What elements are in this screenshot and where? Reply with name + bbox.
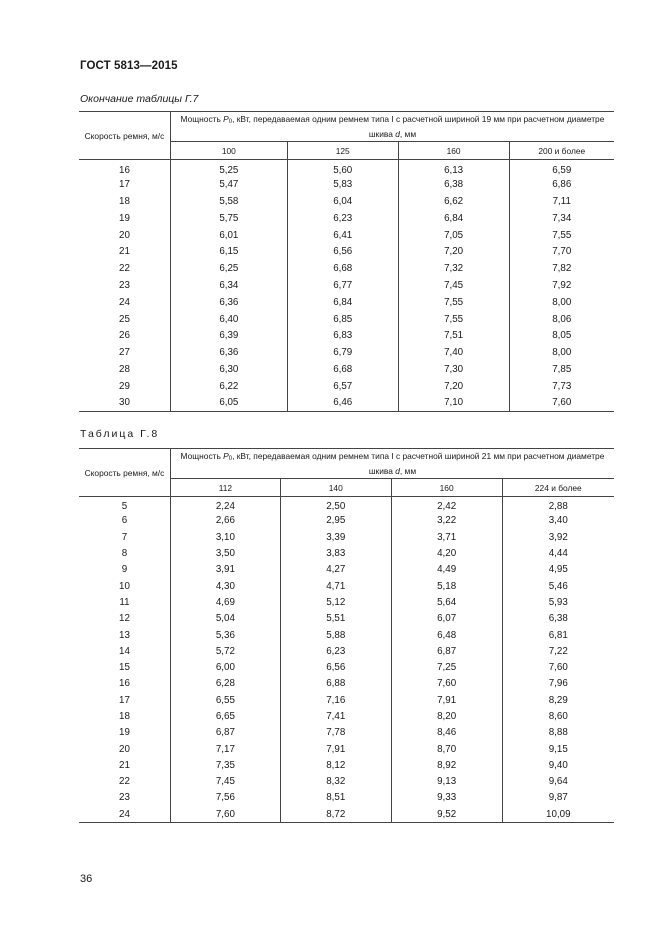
power-cell: 7,55: [509, 227, 614, 244]
power-cell: 8,29: [502, 692, 614, 708]
power-cell: 6,05: [170, 395, 287, 412]
power-cell: 3,50: [170, 545, 280, 561]
power-cell: 7,78: [280, 725, 391, 741]
column-header: 140: [280, 479, 391, 497]
power-cell: 6,68: [287, 260, 398, 277]
power-cell: 3,10: [170, 529, 280, 545]
table-row: [79, 708, 614, 724]
table-row: [79, 176, 614, 193]
column-header: 100: [170, 142, 287, 160]
speed-cell: 17: [119, 179, 130, 191]
power-cell: 4,27: [280, 562, 391, 578]
power-cell: 6,38: [398, 176, 509, 193]
power-cell: 7,20: [398, 378, 509, 395]
power-cell: 4,49: [391, 562, 502, 578]
table-row: [79, 327, 614, 344]
speed-cell: 12: [119, 613, 130, 625]
table-g8: [79, 448, 614, 823]
group-header-post: , мм: [399, 129, 417, 139]
power-cell: 8,92: [391, 757, 502, 773]
speed-cell: 24: [119, 296, 130, 308]
table-row: [79, 294, 614, 311]
power-cell: 7,20: [398, 243, 509, 260]
power-cell: 4,44: [502, 545, 614, 561]
power-cell: 2,24: [170, 497, 280, 513]
power-cell: 4,30: [170, 578, 280, 594]
column-header: 160: [398, 142, 509, 160]
power-cell: 6,85: [287, 311, 398, 328]
power-cell: 5,88: [280, 627, 391, 643]
power-cell: 8,00: [509, 294, 614, 311]
power-cell: 6,84: [287, 294, 398, 311]
speed-cell: 9: [121, 564, 128, 576]
table-row: [79, 395, 614, 412]
table-row: [79, 611, 614, 627]
power-cell: 6,56: [287, 243, 398, 260]
power-cell: 5,75: [170, 210, 287, 227]
table-row: [79, 361, 614, 378]
power-cell: 7,91: [391, 692, 502, 708]
speed-cell: 23: [119, 792, 130, 804]
power-cell: 6,57: [287, 378, 398, 395]
power-cell: 5,25: [170, 160, 287, 177]
power-cell: 8,70: [391, 741, 502, 757]
table-row: [79, 497, 614, 513]
power-cell: 7,35: [170, 757, 280, 773]
group-header-sub: 0: [228, 119, 233, 125]
power-cell: 4,71: [280, 578, 391, 594]
speed-cell: 17: [119, 694, 130, 706]
power-cell: 6,87: [391, 643, 502, 659]
power-cell: 6,46: [287, 395, 398, 412]
speed-cell: 22: [119, 263, 130, 275]
power-cell: 6,86: [509, 176, 614, 193]
speed-cell: 13: [119, 629, 130, 641]
power-cell: 7,45: [170, 774, 280, 790]
table-row: [79, 643, 614, 659]
power-cell: 5,36: [170, 627, 280, 643]
table-row: [79, 790, 614, 806]
power-cell: 5,58: [170, 193, 287, 210]
table-row: [79, 692, 614, 708]
power-cell: 6,83: [287, 327, 398, 344]
power-cell: 2,50: [280, 497, 391, 513]
group-header-pre: Мощность: [180, 114, 224, 124]
table-row: [79, 513, 614, 529]
power-cell: 7,11: [509, 193, 614, 210]
table-continuation-caption: Окончание таблицы Г.7: [80, 93, 199, 105]
table-row: [79, 594, 614, 610]
power-cell: 6,65: [170, 708, 280, 724]
power-cell: 5,93: [502, 594, 614, 610]
power-cell: 7,56: [170, 790, 280, 806]
power-cell: 8,06: [509, 311, 614, 328]
column-header: 200 и более: [509, 142, 614, 160]
power-cell: 7,60: [391, 676, 502, 692]
column-header: 112: [170, 479, 280, 497]
power-cell: 7,17: [170, 741, 280, 757]
speed-cell: 20: [119, 743, 130, 755]
power-cell: 6,41: [287, 227, 398, 244]
speed-cell: 8: [121, 548, 128, 560]
power-cell: 6,55: [170, 692, 280, 708]
power-cell: 6,88: [280, 676, 391, 692]
power-cell: 8,32: [280, 774, 391, 790]
power-cell: 8,88: [502, 725, 614, 741]
column-header: 125: [287, 142, 398, 160]
power-cell: 6,07: [391, 611, 502, 627]
group-header-var: P: [223, 451, 229, 461]
power-cell: 7,30: [398, 361, 509, 378]
group-header-var: P: [223, 114, 229, 124]
power-cell: 9,15: [502, 741, 614, 757]
group-header-sub: 0: [228, 456, 233, 462]
table-row: [79, 659, 614, 675]
table-row: [79, 277, 614, 294]
power-cell: 5,47: [170, 176, 287, 193]
speed-cell: 11: [119, 596, 130, 608]
power-cell: 5,51: [280, 611, 391, 627]
speed-cell: 29: [119, 380, 130, 392]
speed-cell: 18: [119, 195, 130, 207]
power-cell: 7,10: [398, 395, 509, 412]
power-cell: 10,09: [502, 806, 614, 822]
table-row: [79, 344, 614, 361]
table-row: [79, 378, 614, 395]
power-cell: 6,87: [170, 725, 280, 741]
row-header-speed: Скорость ремня, м/с: [79, 449, 170, 497]
power-cell: 6,00: [170, 659, 280, 675]
power-cell: 6,36: [170, 344, 287, 361]
speed-cell: 16: [119, 678, 130, 690]
power-cell: 4,69: [170, 594, 280, 610]
power-cell: 5,18: [391, 578, 502, 594]
table-row: [79, 741, 614, 757]
power-cell: 7,55: [398, 311, 509, 328]
power-cell: 5,46: [502, 578, 614, 594]
power-cell: 3,40: [502, 513, 614, 529]
power-cell: 7,60: [170, 806, 280, 822]
power-cell: 4,95: [502, 562, 614, 578]
speed-cell: 6: [121, 515, 128, 527]
speed-cell: 26: [119, 330, 130, 342]
power-cell: 6,59: [509, 160, 614, 177]
power-cell: 5,64: [391, 594, 502, 610]
power-cell: 6,39: [170, 327, 287, 344]
speed-cell: 18: [119, 711, 130, 722]
table-row: [79, 578, 614, 594]
power-cell: 6,15: [170, 243, 287, 260]
power-cell: 8,72: [280, 806, 391, 822]
speed-cell: 7: [121, 531, 128, 543]
speed-cell: 19: [119, 727, 130, 739]
group-header-var2: d: [395, 129, 400, 139]
table-row: [79, 529, 614, 545]
power-cell: 7,25: [391, 659, 502, 675]
speed-cell: 10: [119, 580, 130, 592]
power-cell: 7,22: [502, 643, 614, 659]
power-cell: 3,39: [280, 529, 391, 545]
power-cell: 7,91: [280, 741, 391, 757]
group-header-post: , мм: [399, 466, 417, 476]
table-row: [79, 227, 614, 244]
table-row: [79, 545, 614, 561]
power-cell: 8,51: [280, 790, 391, 806]
table-row: [79, 160, 614, 177]
speed-cell: 23: [119, 279, 130, 291]
power-cell: 7,96: [502, 676, 614, 692]
power-cell: 6,30: [170, 361, 287, 378]
power-cell: 6,13: [398, 160, 509, 177]
column-header: 160: [391, 479, 502, 497]
power-cell: 7,85: [509, 361, 614, 378]
row-header-speed: Скорость ремня, м/с: [79, 112, 170, 160]
power-cell: 3,22: [391, 513, 502, 529]
table-row: [79, 676, 614, 692]
speed-cell: 19: [119, 212, 130, 224]
power-cell: 2,95: [280, 513, 391, 529]
power-cell: 5,83: [287, 176, 398, 193]
power-cell: 2,42: [391, 497, 502, 513]
power-cell: 6,01: [170, 227, 287, 244]
power-cell: 7,41: [280, 708, 391, 724]
table-g7-body: [79, 160, 614, 412]
table-row: [79, 311, 614, 328]
power-cell: 8,05: [509, 327, 614, 344]
power-cell: 9,13: [391, 774, 502, 790]
speed-cell: 14: [119, 645, 130, 657]
group-header-mid: , кВт, передаваемая одним ремнем типа I с расчетной шириной 19 мм при расчетном диаметре шкива: [232, 114, 605, 139]
power-cell: 6,22: [170, 378, 287, 395]
power-cell: 3,83: [280, 545, 391, 561]
power-cell: 8,00: [509, 344, 614, 361]
power-cell: 3,91: [170, 562, 280, 578]
group-header-mid: , кВт, передаваемая одним ремнем типа I с расчетной шириной 21 мм при расчетном диаметре шкива: [232, 451, 605, 476]
power-cell: 9,52: [391, 806, 502, 822]
speed-cell: 22: [119, 776, 130, 788]
power-cell: 9,40: [502, 757, 614, 773]
power-cell: 5,72: [170, 643, 280, 659]
power-cell: 6,04: [287, 193, 398, 210]
speed-cell: 5: [121, 501, 128, 513]
power-cell: 6,56: [280, 659, 391, 675]
table-g7: [79, 111, 614, 412]
table-row: [79, 627, 614, 643]
power-cell: 5,04: [170, 611, 280, 627]
speed-cell: 16: [119, 164, 130, 176]
document-header: ГОСТ 5813—2015: [80, 60, 178, 72]
table-row: [79, 260, 614, 277]
power-cell: 8,46: [391, 725, 502, 741]
power-cell: 6,36: [170, 294, 287, 311]
speed-cell: 15: [119, 662, 130, 674]
power-cell: 7,45: [398, 277, 509, 294]
power-cell: 6,79: [287, 344, 398, 361]
table-row: [79, 757, 614, 773]
group-header-pre: Мощность: [180, 451, 224, 461]
speed-cell: 25: [119, 313, 130, 325]
power-cell: 6,84: [398, 210, 509, 227]
power-cell: 9,64: [502, 774, 614, 790]
power-cell: 7,34: [509, 210, 614, 227]
power-cell: 8,12: [280, 757, 391, 773]
power-cell: 7,51: [398, 327, 509, 344]
power-cell: 6,77: [287, 277, 398, 294]
power-cell: 7,70: [509, 243, 614, 260]
power-cell: 6,25: [170, 260, 287, 277]
power-cell: 5,60: [287, 160, 398, 177]
power-cell: 8,20: [391, 708, 502, 724]
table-row: [79, 243, 614, 260]
speed-cell: 27: [119, 347, 130, 359]
speed-cell: 28: [119, 363, 130, 375]
column-header: 224 и более: [502, 479, 614, 497]
power-cell: 7,32: [398, 260, 509, 277]
group-header-power: [170, 449, 614, 479]
power-cell: 9,33: [391, 790, 502, 806]
group-header-power: [170, 112, 614, 142]
power-cell: 7,60: [509, 395, 614, 412]
power-cell: 7,60: [502, 659, 614, 675]
power-cell: 6,34: [170, 277, 287, 294]
table-row: [79, 193, 614, 210]
power-cell: 7,73: [509, 378, 614, 395]
power-cell: 2,88: [502, 497, 614, 513]
power-cell: 8,60: [502, 708, 614, 724]
table-row: [79, 725, 614, 741]
table-caption: Таблица Г.8: [80, 428, 160, 440]
table-row: [79, 562, 614, 578]
power-cell: 6,40: [170, 311, 287, 328]
power-cell: 9,87: [502, 790, 614, 806]
power-cell: 6,38: [502, 611, 614, 627]
power-cell: 6,23: [287, 210, 398, 227]
power-cell: 6,68: [287, 361, 398, 378]
power-cell: 7,16: [280, 692, 391, 708]
group-header-var2: d: [395, 466, 400, 476]
power-cell: 7,55: [398, 294, 509, 311]
power-cell: 3,92: [502, 529, 614, 545]
speed-cell: 20: [119, 229, 130, 241]
power-cell: 7,40: [398, 344, 509, 361]
power-cell: 6,81: [502, 627, 614, 643]
table-row: [79, 774, 614, 790]
power-cell: 6,48: [391, 627, 502, 643]
speed-cell: 21: [119, 246, 130, 258]
power-cell: 6,23: [280, 643, 391, 659]
power-cell: 7,82: [509, 260, 614, 277]
table-row: [79, 210, 614, 227]
power-cell: 3,71: [391, 529, 502, 545]
speed-cell: 30: [79, 395, 170, 412]
power-cell: 6,28: [170, 676, 280, 692]
table-g8-body: [79, 497, 614, 823]
power-cell: 7,05: [398, 227, 509, 244]
power-cell: 4,20: [391, 545, 502, 561]
power-cell: 6,62: [398, 193, 509, 210]
power-cell: 5,12: [280, 594, 391, 610]
speed-cell: 21: [119, 759, 130, 771]
table-row: [79, 806, 614, 822]
power-cell: 2,66: [170, 513, 280, 529]
page-number: 36: [80, 873, 93, 885]
power-cell: 7,92: [509, 277, 614, 294]
speed-cell: 24: [79, 806, 170, 822]
